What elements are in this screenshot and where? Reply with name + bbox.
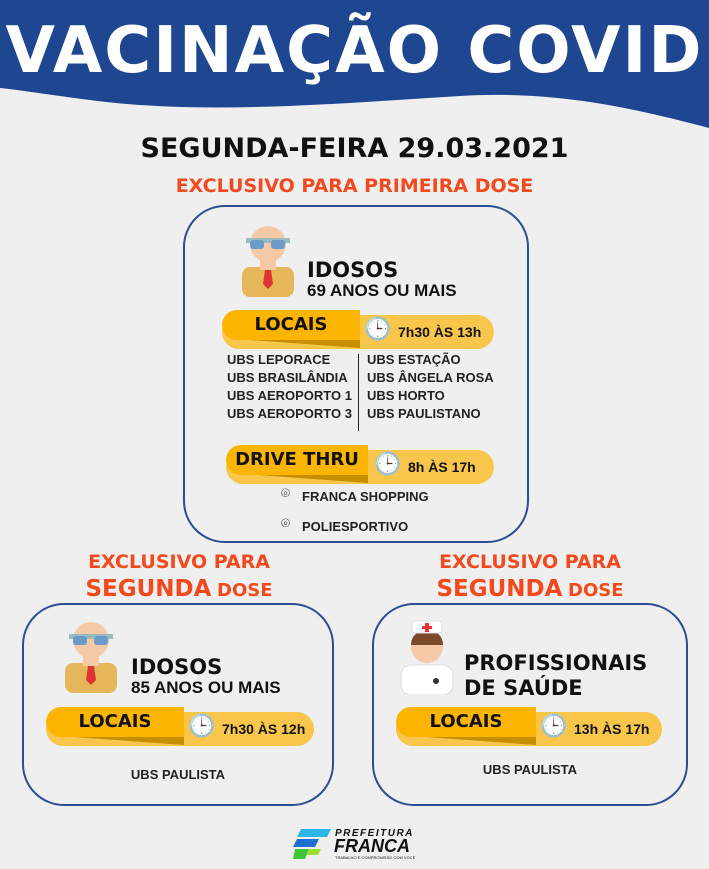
ubs-list-col1 [227, 351, 352, 423]
group-line: PROFISSIONAIS [464, 651, 648, 675]
list-item: UBS BRASILÂNDIA [227, 370, 348, 385]
second-dose-heading: EXCLUSIVO PARA [88, 551, 270, 573]
drive-thru-label: DRIVE THRU [226, 445, 368, 475]
second-dose-subheading [372, 576, 688, 602]
list-item: UBS AEROPORTO 1 [227, 388, 352, 403]
prefeitura-franca-logo [293, 827, 333, 861]
locais-label: LOCAIS [396, 707, 536, 737]
group-title: IDOSOS [131, 655, 223, 679]
group-title: IDOSOS [307, 258, 399, 282]
age-label: 69 ANOS OU MAIS [307, 281, 457, 300]
logo-line2: FRANCA [334, 836, 410, 856]
group-line: DE SAÚDE [464, 676, 583, 700]
dose-text: DOSE [568, 580, 624, 601]
dose-text: DOSE [217, 580, 273, 601]
clock-24h-icon: 🕒 [364, 316, 392, 341]
location-pin-icon: ⌾ [281, 485, 291, 502]
elderly-person-icon [63, 618, 119, 693]
locais-time: 13h ÀS 17h [574, 721, 650, 737]
second-dose-subheading [22, 576, 336, 602]
segunda-text: SEGUNDA [436, 576, 563, 602]
age-label: 85 ANOS OU MAIS [131, 678, 281, 697]
second-dose-heading: EXCLUSIVO PARA [439, 551, 621, 573]
doctor-icon [398, 615, 456, 695]
place: UBS PAULISTA [482, 762, 578, 777]
drive-place: FRANCA SHOPPING [302, 489, 429, 504]
date-heading: SEGUNDA-FEIRA 29.03.2021 [140, 133, 569, 164]
locais-time: 7h30 ÀS 12h [222, 721, 306, 737]
clock-24h-icon: 🕒 [374, 451, 402, 476]
locais-label: LOCAIS [222, 310, 360, 340]
clock-24h-icon: 🕒 [188, 713, 216, 738]
segunda-text: SEGUNDA [85, 576, 212, 602]
place: UBS PAULISTA [130, 767, 226, 782]
locais-time: 7h30 ÀS 13h [398, 324, 482, 340]
first-dose-heading: EXCLUSIVO PARA PRIMEIRA DOSE [175, 175, 534, 197]
list-item: UBS HORTO [367, 388, 445, 403]
list-item: UBS PAULISTANO [367, 406, 481, 421]
drive-thru-time: 8h ÀS 17h [408, 459, 476, 475]
divider [358, 354, 359, 431]
locais-label: LOCAIS [46, 707, 184, 737]
list-item: UBS ÂNGELA ROSA [367, 370, 494, 385]
list-item: UBS LEPORACE [227, 352, 331, 367]
elderly-person-icon [240, 222, 296, 297]
group-title [464, 651, 647, 701]
location-pin-icon: ⌾ [281, 515, 291, 532]
clock-24h-icon: 🕒 [540, 713, 568, 738]
ubs-list-col2 [367, 351, 494, 423]
list-item: UBS AEROPORTO 3 [227, 406, 352, 421]
page-title: VACINAÇÃO COVID [5, 14, 704, 88]
list-item: UBS ESTAÇÃO [367, 352, 461, 367]
drive-place: POLIESPORTIVO [302, 519, 409, 534]
logo-line1: PREFEITURA [335, 828, 414, 839]
logo-tagline: TRABALHO E COMPROMISSO COM VOCÊ [335, 855, 416, 860]
